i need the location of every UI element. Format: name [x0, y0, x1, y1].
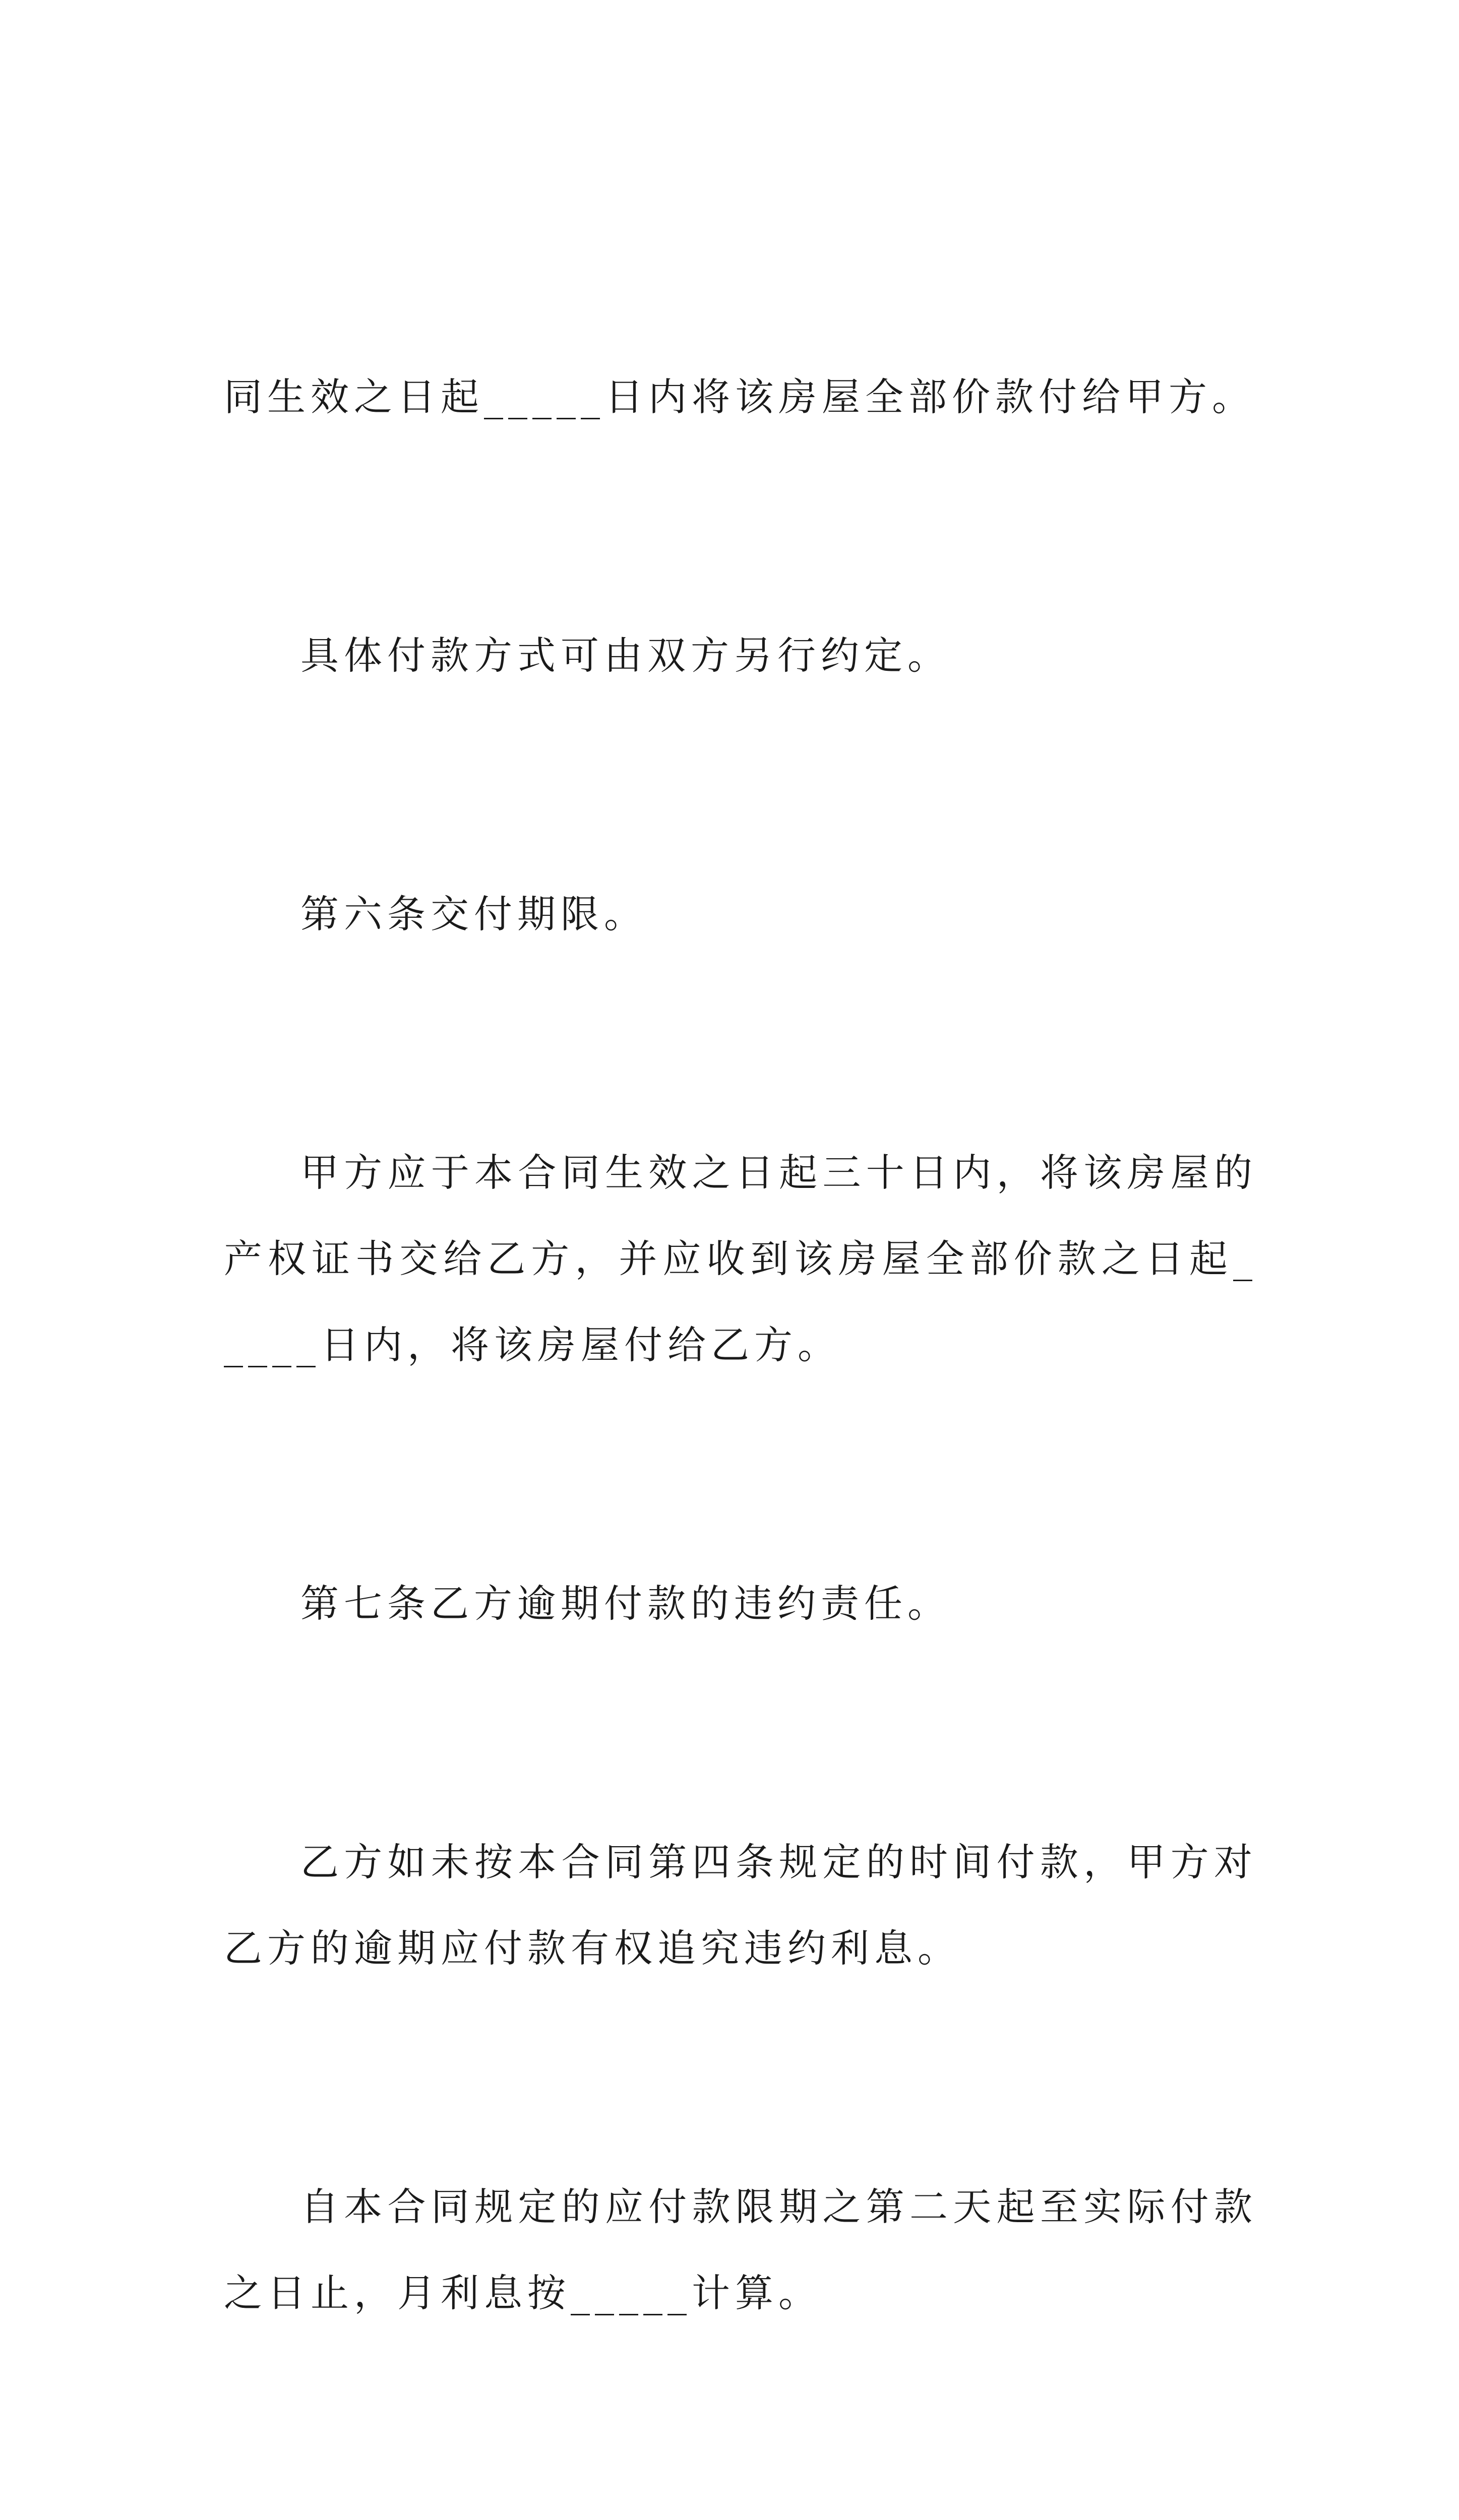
paragraph: 甲方应于本合同生效之日起三十日内，将该房屋的产权证书交给乙方，并应收到该房屋全部价款之日起_____日内，将该房屋付给乙方。 [224, 1150, 1257, 1367]
paragraph [224, 2508, 1257, 2520]
paragraph: 乙方如未按本合同第四条规定的时间付款，甲方对乙方的逾期应付款有权追究违约利息。 [224, 1840, 1257, 1971]
paragraph: 自本合同规定的应付款限期之第二天起至实际付款之日止，月利息按_____计算。 [224, 2184, 1257, 2315]
document-body [224, 181, 1257, 2520]
section-heading: 第六条交付期限。 [300, 892, 647, 936]
paragraph: 同生效之日起_____日内将该房屋全部价款付给甲方。 [224, 374, 1255, 419]
section-heading: 第七条乙方逾期付款的违约责任。 [300, 1581, 951, 1626]
paragraph: 具体付款方式可由双方另行约定。 [300, 633, 951, 678]
